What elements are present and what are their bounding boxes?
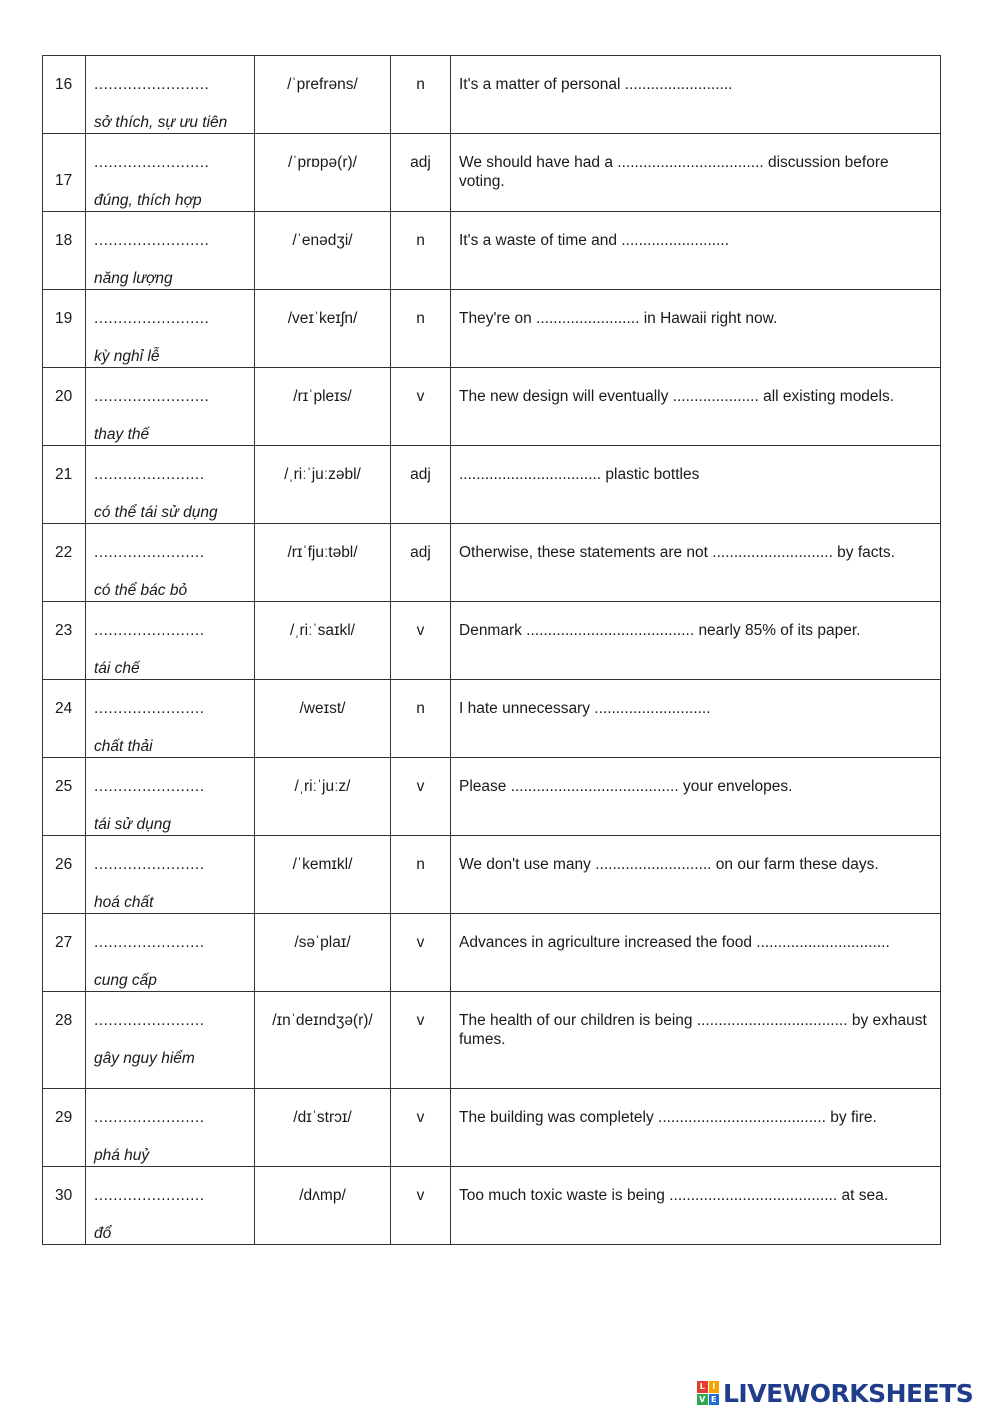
word-blank[interactable]: .......................	[94, 778, 205, 795]
word-cell	[86, 836, 255, 914]
logo-mark-letter: V	[697, 1394, 708, 1406]
part-of-speech-cell: adj	[391, 134, 451, 212]
example-sentence: The health of our children is being ................................... by exhaust fumes.	[451, 992, 941, 1089]
example-sentence: It's a matter of personal .........................	[451, 56, 941, 134]
table-row	[43, 446, 941, 524]
example-sentence: Advances in agriculture increased the food ...............................	[451, 914, 941, 992]
word-blank[interactable]: .......................	[94, 856, 205, 873]
word-blank[interactable]: .......................	[94, 622, 205, 639]
logo-mark-letter: I	[709, 1381, 720, 1393]
table-row	[43, 602, 941, 680]
word-cell	[86, 524, 255, 602]
word-blank[interactable]: ........................	[94, 310, 210, 327]
table-row	[43, 134, 941, 212]
example-sentence: It's a waste of time and .........................	[451, 212, 941, 290]
example-sentence: Denmark ....................................... nearly 85% of its paper.	[451, 602, 941, 680]
table-row	[43, 368, 941, 446]
example-sentence: We don't use many ........................... on our farm these days.	[451, 836, 941, 914]
example-sentence: We should have had a .................................. discussion before voting.	[451, 134, 941, 212]
logo-mark-letter: L	[697, 1381, 708, 1393]
part-of-speech-cell: adj	[391, 524, 451, 602]
vietnamese-meaning: chất thải	[94, 738, 153, 755]
row-number: 18	[43, 212, 86, 290]
word-cell	[86, 368, 255, 446]
vietnamese-meaning: tái chế	[94, 660, 140, 677]
word-cell	[86, 680, 255, 758]
word-blank[interactable]: .......................	[94, 1187, 205, 1204]
example-sentence: ................................. plastic bottles	[451, 446, 941, 524]
table-row	[43, 1089, 941, 1167]
vietnamese-meaning: có thể bác bỏ	[94, 582, 188, 599]
word-blank[interactable]: .......................	[94, 1012, 205, 1029]
example-sentence: I hate unnecessary ...........................	[451, 680, 941, 758]
ipa-cell: /rɪˈpleɪs/	[255, 368, 391, 446]
vietnamese-meaning: năng lượng	[94, 270, 173, 287]
word-blank[interactable]: ........................	[94, 76, 210, 93]
ipa-cell: /dɪˈstrɔɪ/	[255, 1089, 391, 1167]
row-number: 25	[43, 758, 86, 836]
vietnamese-meaning: tái sử dụng	[94, 816, 172, 833]
word-cell	[86, 134, 255, 212]
word-blank[interactable]: .......................	[94, 700, 205, 717]
part-of-speech-cell: v	[391, 758, 451, 836]
table-row	[43, 758, 941, 836]
vietnamese-meaning: gây nguy hiểm	[94, 1050, 195, 1067]
part-of-speech-cell: n	[391, 680, 451, 758]
word-blank[interactable]: ........................	[94, 388, 210, 405]
word-cell	[86, 212, 255, 290]
example-sentence: Otherwise, these statements are not ............................ by facts.	[451, 524, 941, 602]
part-of-speech-cell: adj	[391, 446, 451, 524]
row-number: 16	[43, 56, 86, 134]
liveworksheets-logo[interactable]	[697, 1378, 973, 1408]
table-row	[43, 524, 941, 602]
logo-text: LIVEWORKSHEETS	[723, 1378, 974, 1408]
table-row	[43, 1167, 941, 1245]
word-blank[interactable]: .......................	[94, 934, 205, 951]
row-number: 30	[43, 1167, 86, 1245]
word-cell	[86, 446, 255, 524]
table-row	[43, 56, 941, 134]
vietnamese-meaning: sở thích, sự ưu tiên	[94, 114, 228, 131]
example-sentence: They're on ........................ in Hawaii right now.	[451, 290, 941, 368]
row-number: 20	[43, 368, 86, 446]
word-cell	[86, 914, 255, 992]
row-number: 23	[43, 602, 86, 680]
table-row	[43, 290, 941, 368]
vietnamese-meaning: thay thế	[94, 426, 150, 443]
ipa-cell: /ˌriːˈjuːz/	[255, 758, 391, 836]
example-sentence: Too much toxic waste is being ....................................... at sea.	[451, 1167, 941, 1245]
row-number: 19	[43, 290, 86, 368]
ipa-cell: /ˈprɒpə(r)/	[255, 134, 391, 212]
part-of-speech-cell: v	[391, 368, 451, 446]
example-sentence: The new design will eventually .................... all existing models.	[451, 368, 941, 446]
ipa-cell: /veɪˈkeɪʃn/	[255, 290, 391, 368]
word-blank[interactable]: .......................	[94, 1109, 205, 1126]
row-number: 21	[43, 446, 86, 524]
example-sentence: Please ....................................... your envelopes.	[451, 758, 941, 836]
part-of-speech-cell: v	[391, 602, 451, 680]
word-cell	[86, 602, 255, 680]
ipa-cell: /ˈenədʒi/	[255, 212, 391, 290]
example-sentence: The building was completely ....................................... by fire.	[451, 1089, 941, 1167]
ipa-cell: /ɪnˈdeɪndʒə(r)/	[255, 992, 391, 1089]
vocabulary-table	[42, 55, 941, 1245]
word-blank[interactable]: .......................	[94, 544, 205, 561]
ipa-cell: /rɪˈfjuːtəbl/	[255, 524, 391, 602]
word-blank[interactable]: ........................	[94, 154, 210, 171]
part-of-speech-cell: n	[391, 836, 451, 914]
word-blank[interactable]: ........................	[94, 232, 210, 249]
vietnamese-meaning: phá huỷ	[94, 1147, 150, 1164]
word-cell	[86, 56, 255, 134]
row-number: 28	[43, 992, 86, 1089]
vietnamese-meaning: kỳ nghỉ lễ	[94, 348, 160, 365]
word-blank[interactable]: .......................	[94, 466, 205, 483]
logo-mark-icon	[697, 1381, 719, 1405]
part-of-speech-cell: n	[391, 212, 451, 290]
vietnamese-meaning: đổ	[94, 1225, 112, 1242]
word-cell	[86, 290, 255, 368]
part-of-speech-cell: v	[391, 992, 451, 1089]
row-number: 24	[43, 680, 86, 758]
table-row	[43, 212, 941, 290]
part-of-speech-cell: v	[391, 1089, 451, 1167]
ipa-cell: /ˈkemɪkl/	[255, 836, 391, 914]
part-of-speech-cell: n	[391, 290, 451, 368]
word-cell	[86, 1089, 255, 1167]
vietnamese-meaning: đúng, thích hợp	[94, 192, 202, 209]
part-of-speech-cell: n	[391, 56, 451, 134]
ipa-cell: /ˈprefrəns/	[255, 56, 391, 134]
part-of-speech-cell: v	[391, 914, 451, 992]
word-cell	[86, 758, 255, 836]
word-cell	[86, 1167, 255, 1245]
vietnamese-meaning: cung cấp	[94, 972, 157, 989]
table-row	[43, 992, 941, 1089]
vietnamese-meaning: có thể tái sử dụng	[94, 504, 218, 521]
row-number: 29	[43, 1089, 86, 1167]
row-number: 27	[43, 914, 86, 992]
logo-mark-letter: E	[709, 1394, 720, 1406]
row-number: 26	[43, 836, 86, 914]
ipa-cell: /weɪst/	[255, 680, 391, 758]
table-row	[43, 836, 941, 914]
row-number: 17	[43, 134, 86, 212]
row-number: 22	[43, 524, 86, 602]
table-row	[43, 680, 941, 758]
ipa-cell: /ˌriːˈjuːzəbl/	[255, 446, 391, 524]
table-row	[43, 914, 941, 992]
part-of-speech-cell: v	[391, 1167, 451, 1245]
ipa-cell: /dʌmp/	[255, 1167, 391, 1245]
ipa-cell: /ˌriːˈsaɪkl/	[255, 602, 391, 680]
vietnamese-meaning: hoá chất	[94, 894, 154, 911]
word-cell	[86, 992, 255, 1089]
ipa-cell: /səˈplaɪ/	[255, 914, 391, 992]
